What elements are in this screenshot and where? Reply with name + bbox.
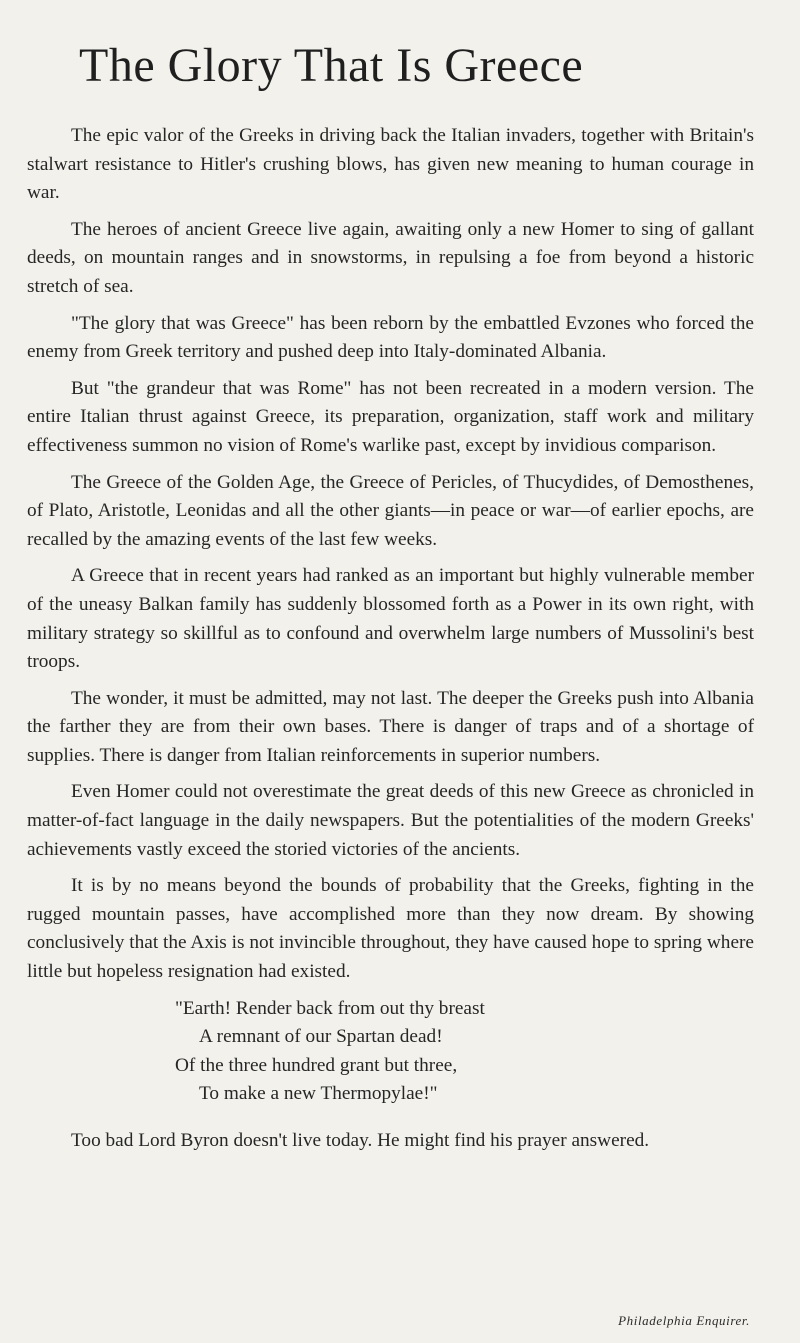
article-title: The Glory That Is Greece	[79, 39, 584, 92]
poem-line: To make a new Thermopylae!"	[199, 1083, 438, 1105]
paragraph: The heroes of ancient Greece live again, awaiting only a new Homer to sing of gallant deeds, on mountain ranges and in snowstorms, in repulsing a foe from beyond a historic stretch of sea.	[27, 218, 754, 297]
poem-line: "Earth! Render back from out thy breast	[175, 997, 485, 1019]
paragraph: The epic valor of the Greeks in driving back the Italian invaders, together with Britain's stalwart resistance to Hitler's crushing blows, has given new meaning to human courage in war.	[27, 125, 754, 204]
paragraph: The wonder, it must be admitted, may not last. The deeper the Greeks push into Albania the farther they are from their own bases. There is danger of traps and of a shortage of supplies. There is danger from Italian reinforcements in superior numbers.	[27, 687, 754, 766]
poem-line: Of the three hundred grant but three,	[175, 1054, 458, 1076]
poem-line: A remnant of our Spartan dead!	[199, 1026, 443, 1048]
closing-paragraph: Too bad Lord Byron doesn't live today. He might find his prayer answered.	[71, 1129, 650, 1151]
source-attribution: Philadelphia Enquirer.	[618, 1313, 750, 1328]
paragraph: Even Homer could not overestimate the great deeds of this new Greece as chronicled in matter-of-fact language in the daily newspapers. But the potentialities of the modern Greeks' achievements vastly exceed the storied victories of the ancients.	[27, 781, 754, 860]
paragraph: It is by no means beyond the bounds of probability that the Greeks, fighting in the rugged mountain passes, have accomplished more than they now dream. By showing conclusively that the Axis is not invincible throughout, they have caused hope to spring where little but hopeless resignation had existed.	[27, 875, 754, 983]
paragraph: "The glory that was Greece" has been reborn by the embattled Evzones who forced the enemy from Greek territory and pushed deep into Italy-dominated Albania.	[27, 312, 754, 363]
article-body	[27, 122, 754, 987]
paragraph: But "the grandeur that was Rome" has not been recreated in a modern version. The entire Italian thrust against Greece, its preparation, organization, staff work and military effectiveness summon no vision of Rome's warlike past, except by invidious comparison.	[27, 377, 754, 456]
byron-poem-quote	[175, 995, 754, 1109]
paragraph: The Greece of the Golden Age, the Greece of Pericles, of Thucydides, of Demosthenes, of Plato, Aristotle, Leonidas and all the other giants—in peace or war—of earlier epochs, are recalled by the amazing events of the last few weeks.	[27, 471, 754, 550]
paragraph: A Greece that in recent years had ranked as an important but highly vulnerable member of the uneasy Balkan family has suddenly blossomed forth as a Power in its own right, with military strategy so skillful as to confound and overwhelm large numbers of Mussolini's best troops.	[27, 565, 754, 673]
